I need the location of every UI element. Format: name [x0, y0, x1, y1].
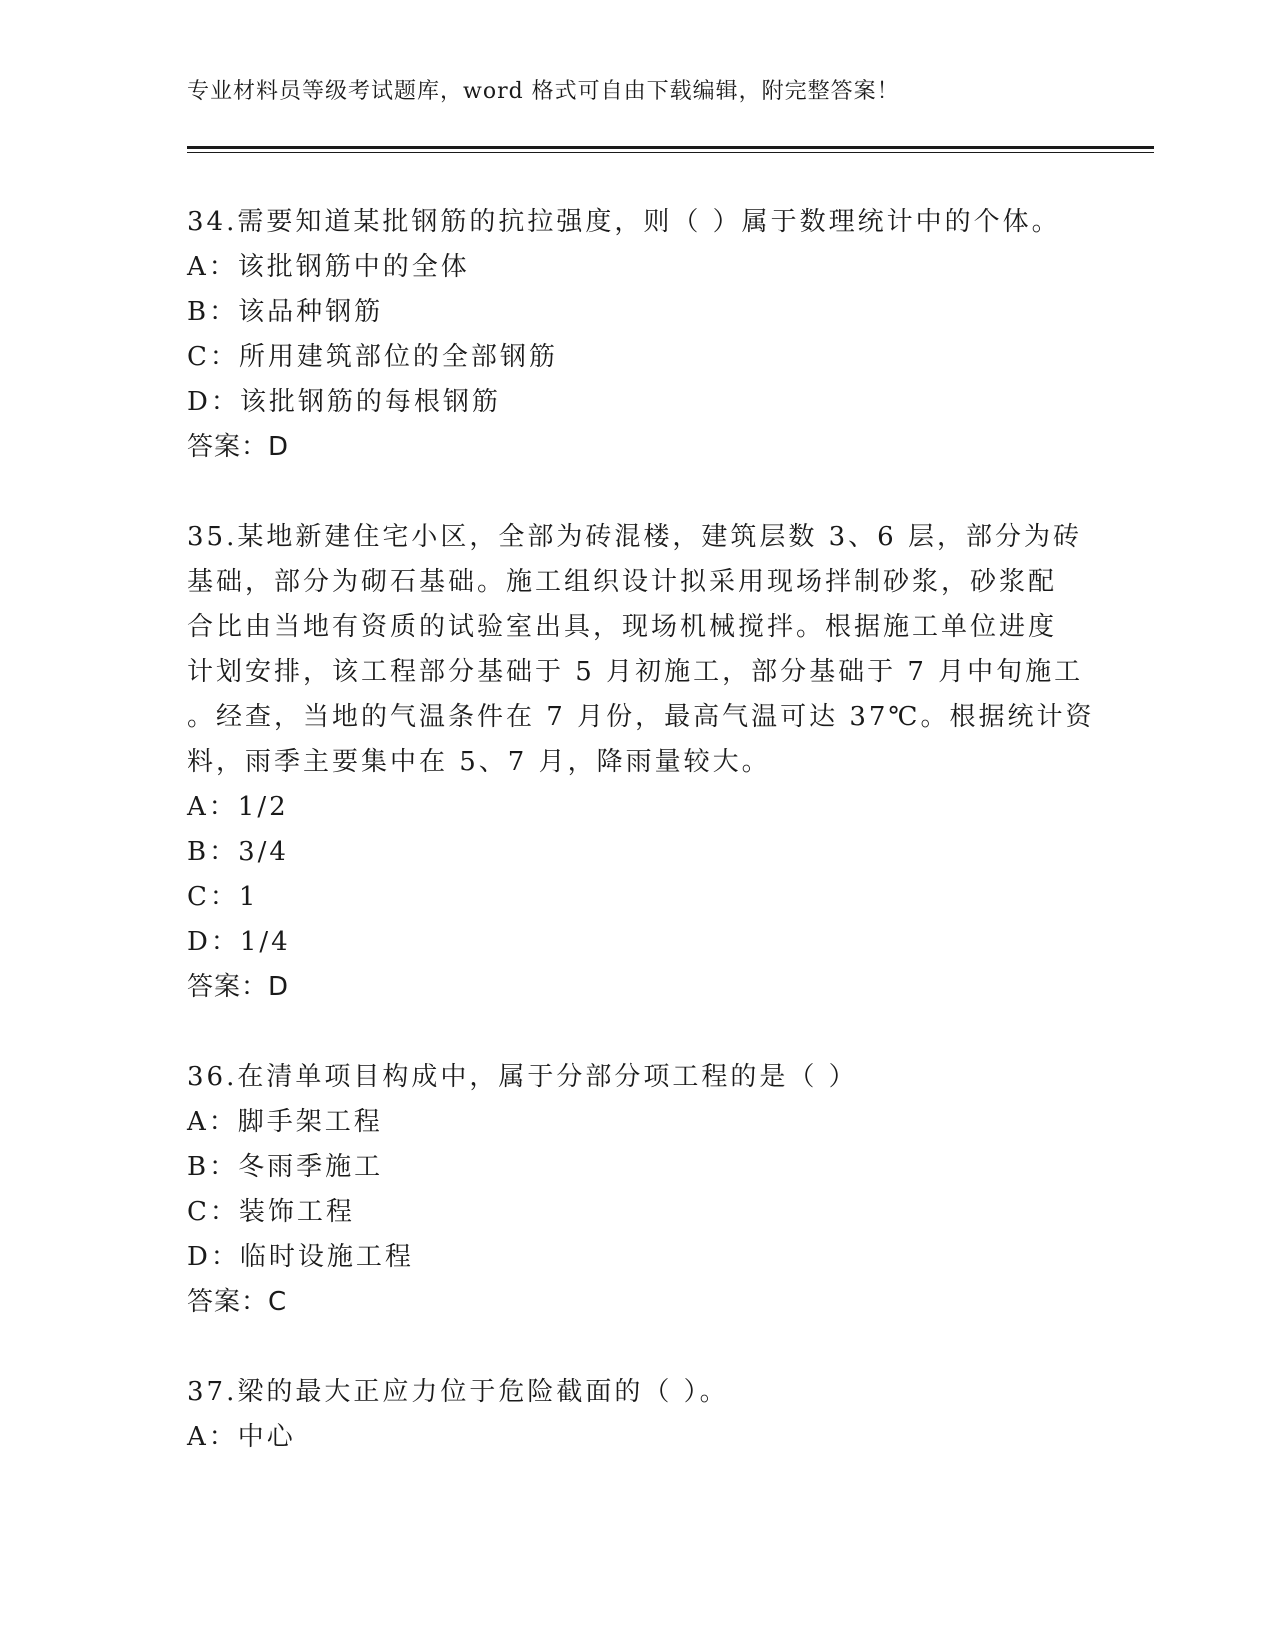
question-35-option-c: C：1 [187, 882, 259, 912]
question-34-answer: 答案：D [187, 432, 290, 462]
question-35-answer: 答案：D [187, 972, 290, 1002]
question-37-option-a: A：中心 [187, 1422, 296, 1452]
page-header: 专业材料员等级考试题库，word 格式可自由下载编辑，附完整答案！ [187, 79, 900, 104]
question-36-answer: 答案：C [187, 1287, 288, 1317]
question-35-option-a: A：1/2 [187, 792, 289, 822]
question-35-stem-line-2: 基础，部分为砌石基础。施工组织设计拟采用现场拌制砂浆，砂浆配 [187, 567, 1058, 597]
question-36-option-b: B：冬雨季施工 [187, 1152, 384, 1182]
question-35-stem-line-3: 合比由当地有资质的试验室出具，现场机械搅拌。根据施工单位进度 [187, 612, 1058, 642]
question-36-option-a: A：脚手架工程 [187, 1107, 383, 1137]
question-34-option-b: B：该品种钢筋 [187, 297, 384, 327]
header-divider-thin [187, 152, 1154, 153]
question-35-option-b: B：3/4 [187, 837, 289, 867]
question-36-stem: 36.在清单项目构成中，属于分部分项工程的是（ ） [187, 1062, 858, 1092]
question-34-option-c: C：所用建筑部位的全部钢筋 [187, 342, 558, 372]
question-36-option-d: D：临时设施工程 [187, 1242, 414, 1272]
header-divider-thick [187, 146, 1154, 149]
question-35-stem-line-4: 计划安排，该工程部分基础于 5 月初施工，部分基础于 7 月中旬施工 [187, 657, 1084, 687]
question-35-stem-line-6: 料，雨季主要集中在 5、7 月，降雨量较大。 [187, 747, 771, 777]
question-36-option-c: C：装饰工程 [187, 1197, 355, 1227]
question-34-option-a: A：该批钢筋中的全体 [187, 252, 470, 282]
question-35-stem-line-1: 35.某地新建住宅小区，全部为砖混楼，建筑层数 3、6 层，部分为砖 [187, 522, 1082, 552]
question-37-stem: 37.梁的最大正应力位于危险截面的（ ）。 [187, 1377, 729, 1407]
question-35-stem-line-5: 。经查，当地的气温条件在 7 月份，最高气温可达 37℃。根据统计资 [187, 702, 1095, 732]
question-35-option-d: D：1/4 [187, 927, 291, 957]
question-34-option-d: D：该批钢筋的每根钢筋 [187, 387, 501, 417]
question-34-stem: 34.需要知道某批钢筋的抗拉强度，则（ ）属于数理统计中的个体。 [187, 207, 1061, 237]
